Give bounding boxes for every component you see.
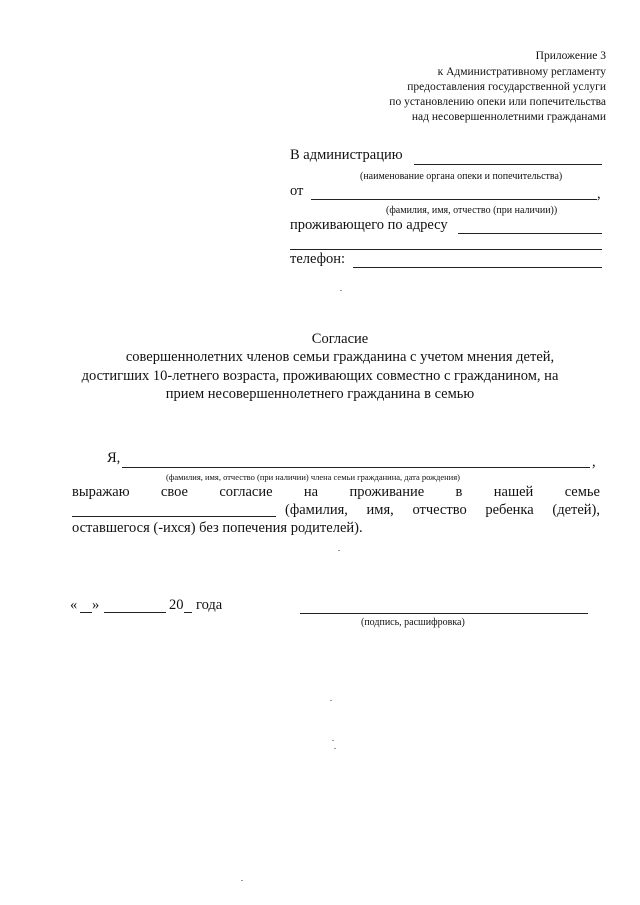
- to-field-line[interactable]: [414, 164, 602, 165]
- word: нашей: [493, 484, 534, 500]
- title-line-4: прием несовершеннолетнего гражданина в семью: [165, 386, 475, 402]
- address-field-line-2[interactable]: [290, 249, 602, 250]
- quote-open: «: [70, 597, 78, 613]
- to-label: В администрацию: [290, 147, 403, 163]
- address-label: проживающего по адресу: [290, 217, 448, 233]
- appendix-line-3: предоставления государственной услуги: [407, 81, 606, 93]
- i-comma: ,: [592, 454, 596, 470]
- scan-speck: [334, 748, 336, 749]
- word: на: [303, 484, 319, 500]
- year-prefix: 20: [169, 597, 184, 613]
- from-field-line[interactable]: [311, 199, 597, 200]
- title-line-2: совершеннолетних членов семьи гражданина с учетом мнения детей,: [125, 349, 555, 365]
- word: отчество: [412, 502, 467, 518]
- appendix-line-1: Приложение 3: [535, 50, 606, 62]
- word: выражаю: [72, 484, 130, 500]
- consent-row-3: оставшегося (-ихся) без попечения родителей).: [72, 520, 363, 536]
- word: проживание: [349, 484, 425, 500]
- month-field-line[interactable]: [104, 612, 166, 613]
- word: согласие: [219, 484, 273, 500]
- word: (детей),: [552, 502, 600, 518]
- child-name-field-line[interactable]: [72, 516, 276, 517]
- scan-speck: [332, 740, 334, 741]
- from-comma: ,: [597, 186, 601, 202]
- title-line-1: Согласие: [311, 331, 369, 347]
- consent-row-1: [72, 484, 600, 501]
- word: семье: [564, 484, 600, 500]
- appendix-line-5: над несовершеннолетними гражданами: [411, 111, 606, 123]
- phone-label: телефон:: [290, 251, 346, 267]
- word: имя,: [366, 502, 394, 518]
- phone-field-line[interactable]: [353, 267, 602, 268]
- scan-speck: [340, 290, 342, 291]
- i-label: Я,: [107, 450, 121, 466]
- from-label: от: [290, 183, 304, 199]
- word: свое: [160, 484, 188, 500]
- from-caption: (фамилия, имя, отчество (при наличии)): [386, 205, 558, 216]
- scan-speck: [330, 700, 332, 701]
- quote-close: »: [92, 597, 100, 613]
- day-field-line[interactable]: [80, 612, 92, 613]
- year-label: года: [196, 597, 223, 613]
- member-caption: (фамилия, имя, отчество (при наличии) члена семьи гражданина, дата рождения): [166, 472, 460, 482]
- word: (фамилия,: [285, 502, 348, 518]
- word: ребенка: [485, 502, 534, 518]
- title-line-3: достигших 10-летнего возраста, проживающих совместно с гражданином, на: [81, 368, 559, 384]
- scan-speck: [338, 550, 340, 551]
- year-field-line[interactable]: [184, 612, 192, 613]
- appendix-line-4: по установлению опеки или попечительства: [389, 96, 606, 108]
- signature-field-line[interactable]: [300, 613, 588, 614]
- consent-row-2: [285, 502, 600, 519]
- signature-caption: (подпись, расшифровка): [361, 617, 465, 628]
- word: в: [455, 484, 463, 500]
- scan-speck: [241, 880, 243, 881]
- member-name-field-line[interactable]: [122, 467, 590, 468]
- to-caption: (наименование органа опеки и попечительства): [360, 171, 563, 182]
- address-field-line-1[interactable]: [458, 233, 602, 234]
- appendix-line-2: к Административному регламенту: [437, 66, 606, 78]
